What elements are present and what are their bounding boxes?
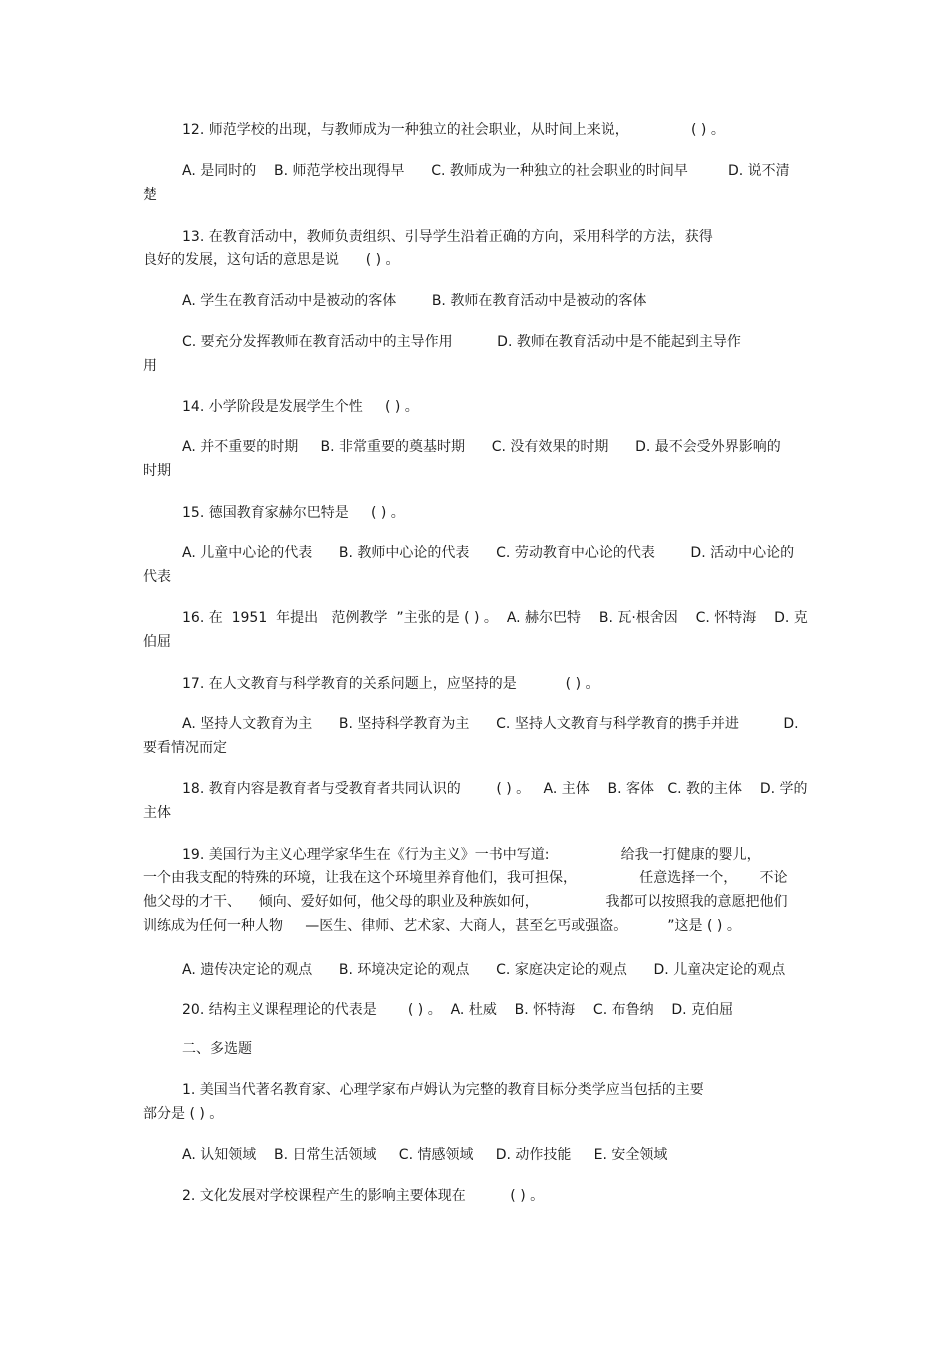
q18-stem: 18. 教育内容是教育者与受教育者共同认识的 ( ) 。 A. 主体 B. 客体 C. 教的主体 D. 学的 (182, 781, 808, 797)
q19-options: A. 遗传决定论的观点 B. 环境决定论的观点 C. 家庭决定论的观点 D. 儿童决定论的观点 (182, 962, 786, 978)
q20-stem: 20. 结构主义课程理论的代表是 ( ) 。 A. 杜威 B. 怀特海 C. 布鲁纳 D. 克伯屈 (182, 1002, 734, 1018)
q15-continuation: 代表 (143, 569, 171, 585)
q17-options: A. 坚持人文教育为主 B. 坚持科学教育为主 C. 坚持人文教育与科学教育的携手并进 D. (182, 716, 799, 732)
q16-stem: 16. 在 1951 年提出 范例教学 ”主张的是 ( ) 。 A. 赫尔巴特 B. 瓦·根舍因 C. 怀特海 D. 克 (182, 610, 808, 626)
section-heading: 二、多选题 (182, 1041, 252, 1057)
q14-continuation: 时期 (143, 463, 171, 479)
q19-line2: 一个由我支配的特殊的环境，让我在这个环境里养育他们，我可担保， 任意选择一个， 不论 (143, 870, 788, 886)
m1-stem-line1: 1. 美国当代著名教育家、心理学家布卢姆认为完整的教育目标分类学应当包括的主要 (182, 1082, 704, 1098)
q17-stem: 17. 在人文教育与科学教育的关系问题上，应坚持的是 ( ) 。 (182, 676, 600, 692)
q14-options: A. 并不重要的时期 B. 非常重要的奠基时期 C. 没有效果的时期 D. 最不会受外界影响的 (182, 439, 781, 455)
q16-continuation: 伯屈 (143, 634, 171, 650)
q12-continuation: 楚 (143, 187, 157, 203)
q14-stem: 14. 小学阶段是发展学生个性 ( ) 。 (182, 399, 419, 415)
q12-options: A. 是同时的 B. 师范学校出现得早 C. 教师成为一种独立的社会职业的时间早 D. 说不清 (182, 163, 790, 179)
q13-options-line1: A. 学生在教育活动中是被动的客体 B. 教师在教育活动中是被动的客体 (182, 293, 647, 309)
q17-continuation: 要看情况而定 (143, 740, 227, 756)
m1-stem-line2: 部分是 ( ) 。 (143, 1106, 224, 1122)
q19-line4: 训练成为任何一种人物 —医生、律师、艺术家、大商人，甚至乞丐或强盗。 ”这是 ( ) 。 (143, 918, 741, 934)
m1-options: A. 认知领域 B. 日常生活领域 C. 情感领域 D. 动作技能 E. 安全领域 (182, 1147, 668, 1163)
m2-stem: 2. 文化发展对学校课程产生的影响主要体现在 ( ) 。 (182, 1188, 545, 1204)
q15-options: A. 儿童中心论的代表 B. 教师中心论的代表 C. 劳动教育中心论的代表 D. 活动中心论的 (182, 545, 795, 561)
q19-line1: 19. 美国行为主义心理学家华生在《行为主义》一书中写道: 给我一打健康的婴儿， (182, 847, 761, 863)
q13-continuation: 用 (143, 358, 157, 374)
q13-stem-line2: 良好的发展，这句话的意思是说 ( ) 。 (143, 252, 400, 268)
q13-options-line2: C. 要充分发挥教师在教育活动中的主导作用 D. 教师在教育活动中是不能起到主导作 (182, 334, 741, 350)
q18-continuation: 主体 (143, 805, 171, 821)
q13-stem-line1: 13. 在教育活动中，教师负责组织、引导学生沿着正确的方向，采用科学的方法，获得 (182, 229, 713, 245)
q15-stem: 15. 德国教育家赫尔巴特是 ( ) 。 (182, 505, 405, 521)
q19-line3: 他父母的才干、 倾向、爱好如何，他父母的职业及种族如何， 我都可以按照我的意愿把他们 (143, 894, 788, 910)
q12-stem: 12. 师范学校的出现，与教师成为一种独立的社会职业，从时间上来说， ( ) 。 (182, 122, 725, 138)
